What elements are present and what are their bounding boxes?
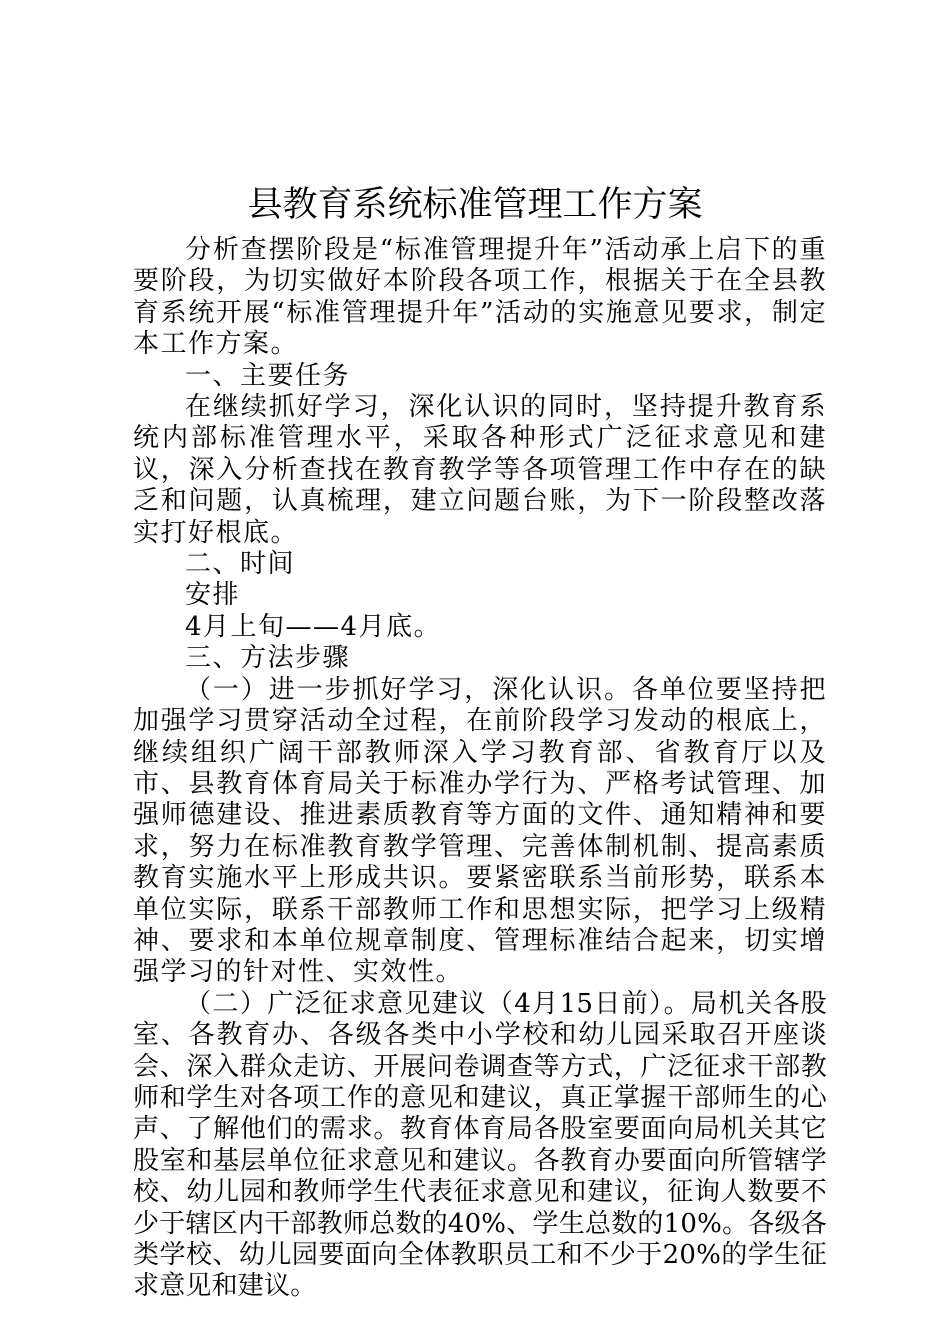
section-heading-main-tasks: 一、主要任务 [185, 360, 351, 391]
section-heading-methods: 三、方法步骤 [185, 643, 351, 674]
method-step-2-paragraph: （二）广泛征求意见建议（4月15日前）。局机关各股室、各教育办、各级各类中小学校和幼儿园采取召开座谈会、深入群众走访、开展问卷调查等方式，广泛征求干部教师和学生对各项工作的意见和建议，真正掌握干部师生的心声、了解他们的需求。教育体育局各股室要面向局机关其它股室和基层单位征求意见和建议。各教育办要面向所管辖学校、幼儿园和教师学生代表征求意见和建议，征询人数要不少于辖区内干部教师总数的40%、学生总数的10%。各级各类学校、幼儿园要面向全体教职员工和不少于20%的学生征求意见和建议。 [133, 988, 827, 1302]
time-range: 4月上旬——4月底。 [185, 611, 442, 642]
method-step-1-paragraph: （一）进一步抓好学习，深化认识。各单位要坚持把加强学习贯穿活动全过程，在前阶段学习发动的根底上，继续组织广阔干部教师深入学习教育部、省教育厅以及市、县教育体育局关于标准办学行为、严格考试管理、加强师德建设、推进素质教育等方面的文件、通知精神和要求，努力在标准教育教学管理、完善体制机制、提高素质教育实施水平上形成共识。要紧密联系当前形势，联系本单位实际，联系干部教师工作和思想实际，把学习上级精神、要求和本单位规章制度、管理标准结合起来，切实增强学习的针对性、实效性。 [133, 674, 827, 988]
time-arrangement-label: 安排 [185, 580, 241, 611]
main-tasks-paragraph: 在继续抓好学习，深化认识的同时，坚持提升教育系统内部标准管理水平，采取各种形式广泛征求意见和建议，深入分析查找在教育教学等各项管理工作中存在的缺乏和问题，认真梳理，建立问题台账，为下一阶段整改落实打好根底。 [133, 392, 827, 548]
intro-paragraph: 分析查摆阶段是“标准管理提升年”活动承上启下的重要阶段，为切实做好本阶段各项工作，根据关于在全县教育系统开展“标准管理提升年”活动的实施意见要求，制定本工作方案。 [133, 235, 827, 360]
section-heading-time: 二、时间 [185, 549, 296, 580]
document-body [133, 235, 827, 1303]
document-title: 县教育系统标准管理工作方案 [247, 185, 703, 225]
